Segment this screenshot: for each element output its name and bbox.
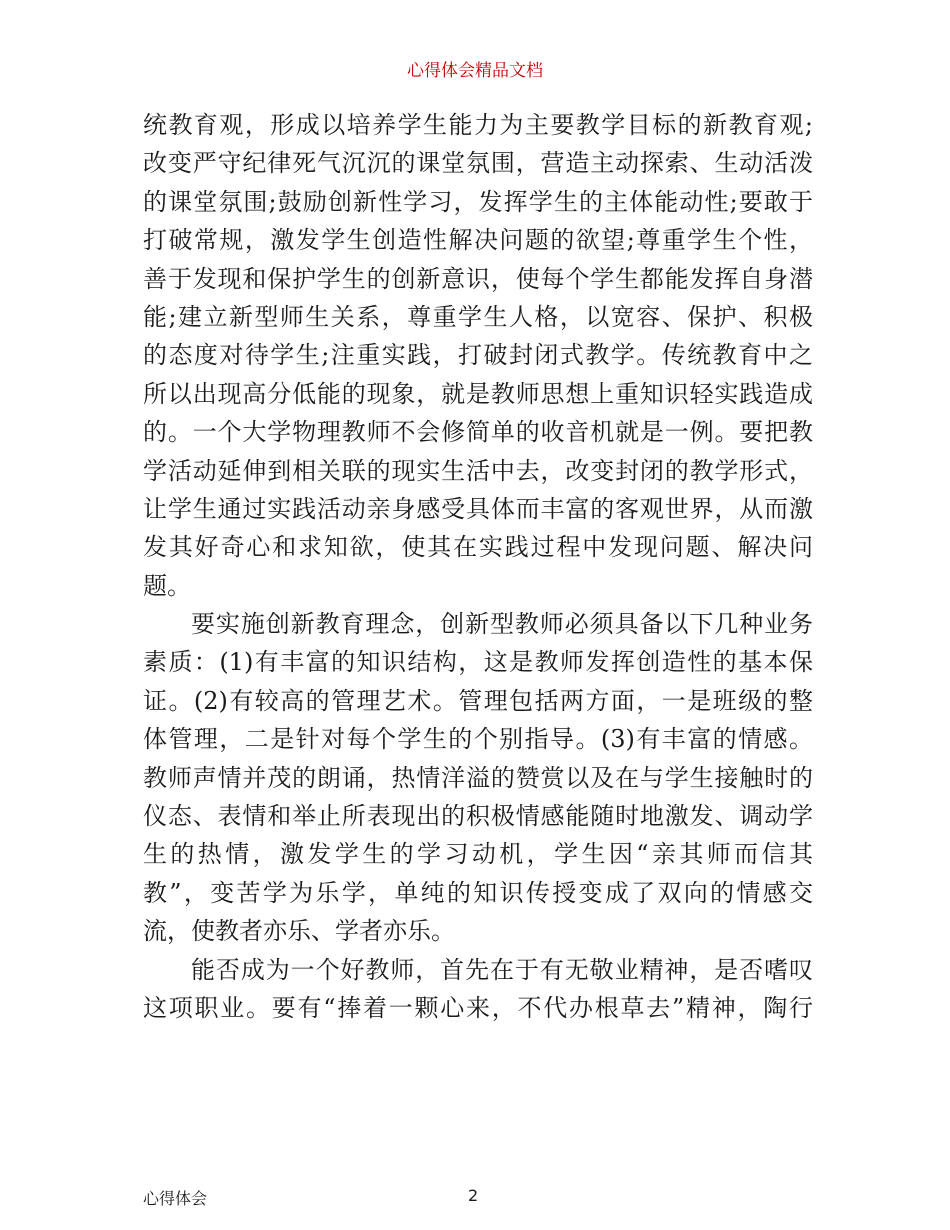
text-line: 统教育观，形成以培养学生能力为主要教学目标的新教育观;	[143, 111, 813, 139]
document-body	[143, 106, 813, 1027]
text-line: 证。(2)有较高的管理艺术。管理包括两方面，一是班级的整	[143, 686, 813, 715]
document-header-title: 心得体会精品文档	[407, 61, 543, 81]
text-line: 改变严守纪律死气沉沉的课堂氛围，营造主动探索、生动活泼	[143, 149, 813, 178]
text-line: 所以出现高分低能的现象，就是教师思想上重知识轻实践造成	[143, 379, 813, 408]
footer-label: 心得体会	[143, 1189, 208, 1208]
text-line: 善于发现和保护学生的创新意识，使每个学生都能发挥自身潜	[143, 264, 813, 293]
text-line: 题。	[143, 571, 191, 600]
text-line: 让学生通过实践活动亲身感受具体而丰富的客观世界，从而激	[143, 494, 813, 523]
text-line: 打破常规，激发学生创造性解决问题的欲望;尊重学生个性，	[143, 226, 813, 255]
text-line: 这项职业。要有“捧着一颗心来，不代办根草去”精神，陶行	[143, 993, 813, 1022]
paragraph-first-line: 能否成为一个好教师，首先在于有无敬业精神，是否嗜叹	[191, 955, 813, 984]
text-line: 的态度对待学生;注重实践，打破封闭式教学。传统教育中之	[143, 341, 813, 370]
text-line: 能;建立新型师生关系，尊重学生人格，以宽容、保护、积极	[143, 302, 813, 331]
text-line: 素质：(1)有丰富的知识结构，这是教师发挥创造性的基本保	[143, 648, 813, 677]
text-line: 仪态、表情和举止所表现出的积极情感能随时地激发、调动学	[143, 802, 813, 831]
text-line: 发其好奇心和求知欲，使其在实践过程中发现问题、解决问	[143, 533, 813, 562]
text-line: 教师声情并茂的朗诵，热情洋溢的赞赏以及在与学生接触时的	[143, 763, 813, 792]
text-line: 流，使教者亦乐、学者亦乐。	[143, 917, 455, 946]
text-line: 学活动延伸到相关联的现实生活中去，改变封闭的教学形式，	[143, 456, 813, 485]
text-line: 生的热情，激发学生的学习动机，学生因“亲其师而信其	[143, 840, 813, 869]
text-line: 体管理，二是针对每个学生的个别指导。(3)有丰富的情感。	[143, 725, 813, 754]
text-line: 教”，变苦学为乐学，单纯的知识传授变成了双向的情感交	[143, 878, 813, 907]
paragraph-first-line: 要实施创新教育理念，创新型教师必须具备以下几种业务	[191, 610, 813, 639]
text-line: 的。一个大学物理教师不会修简单的收音机就是一例。要把教	[143, 418, 813, 447]
page-number: 2	[468, 1186, 479, 1205]
text-line: 的课堂氛围;鼓励创新性学习，发挥学生的主体能动性;要敢于	[143, 187, 813, 216]
